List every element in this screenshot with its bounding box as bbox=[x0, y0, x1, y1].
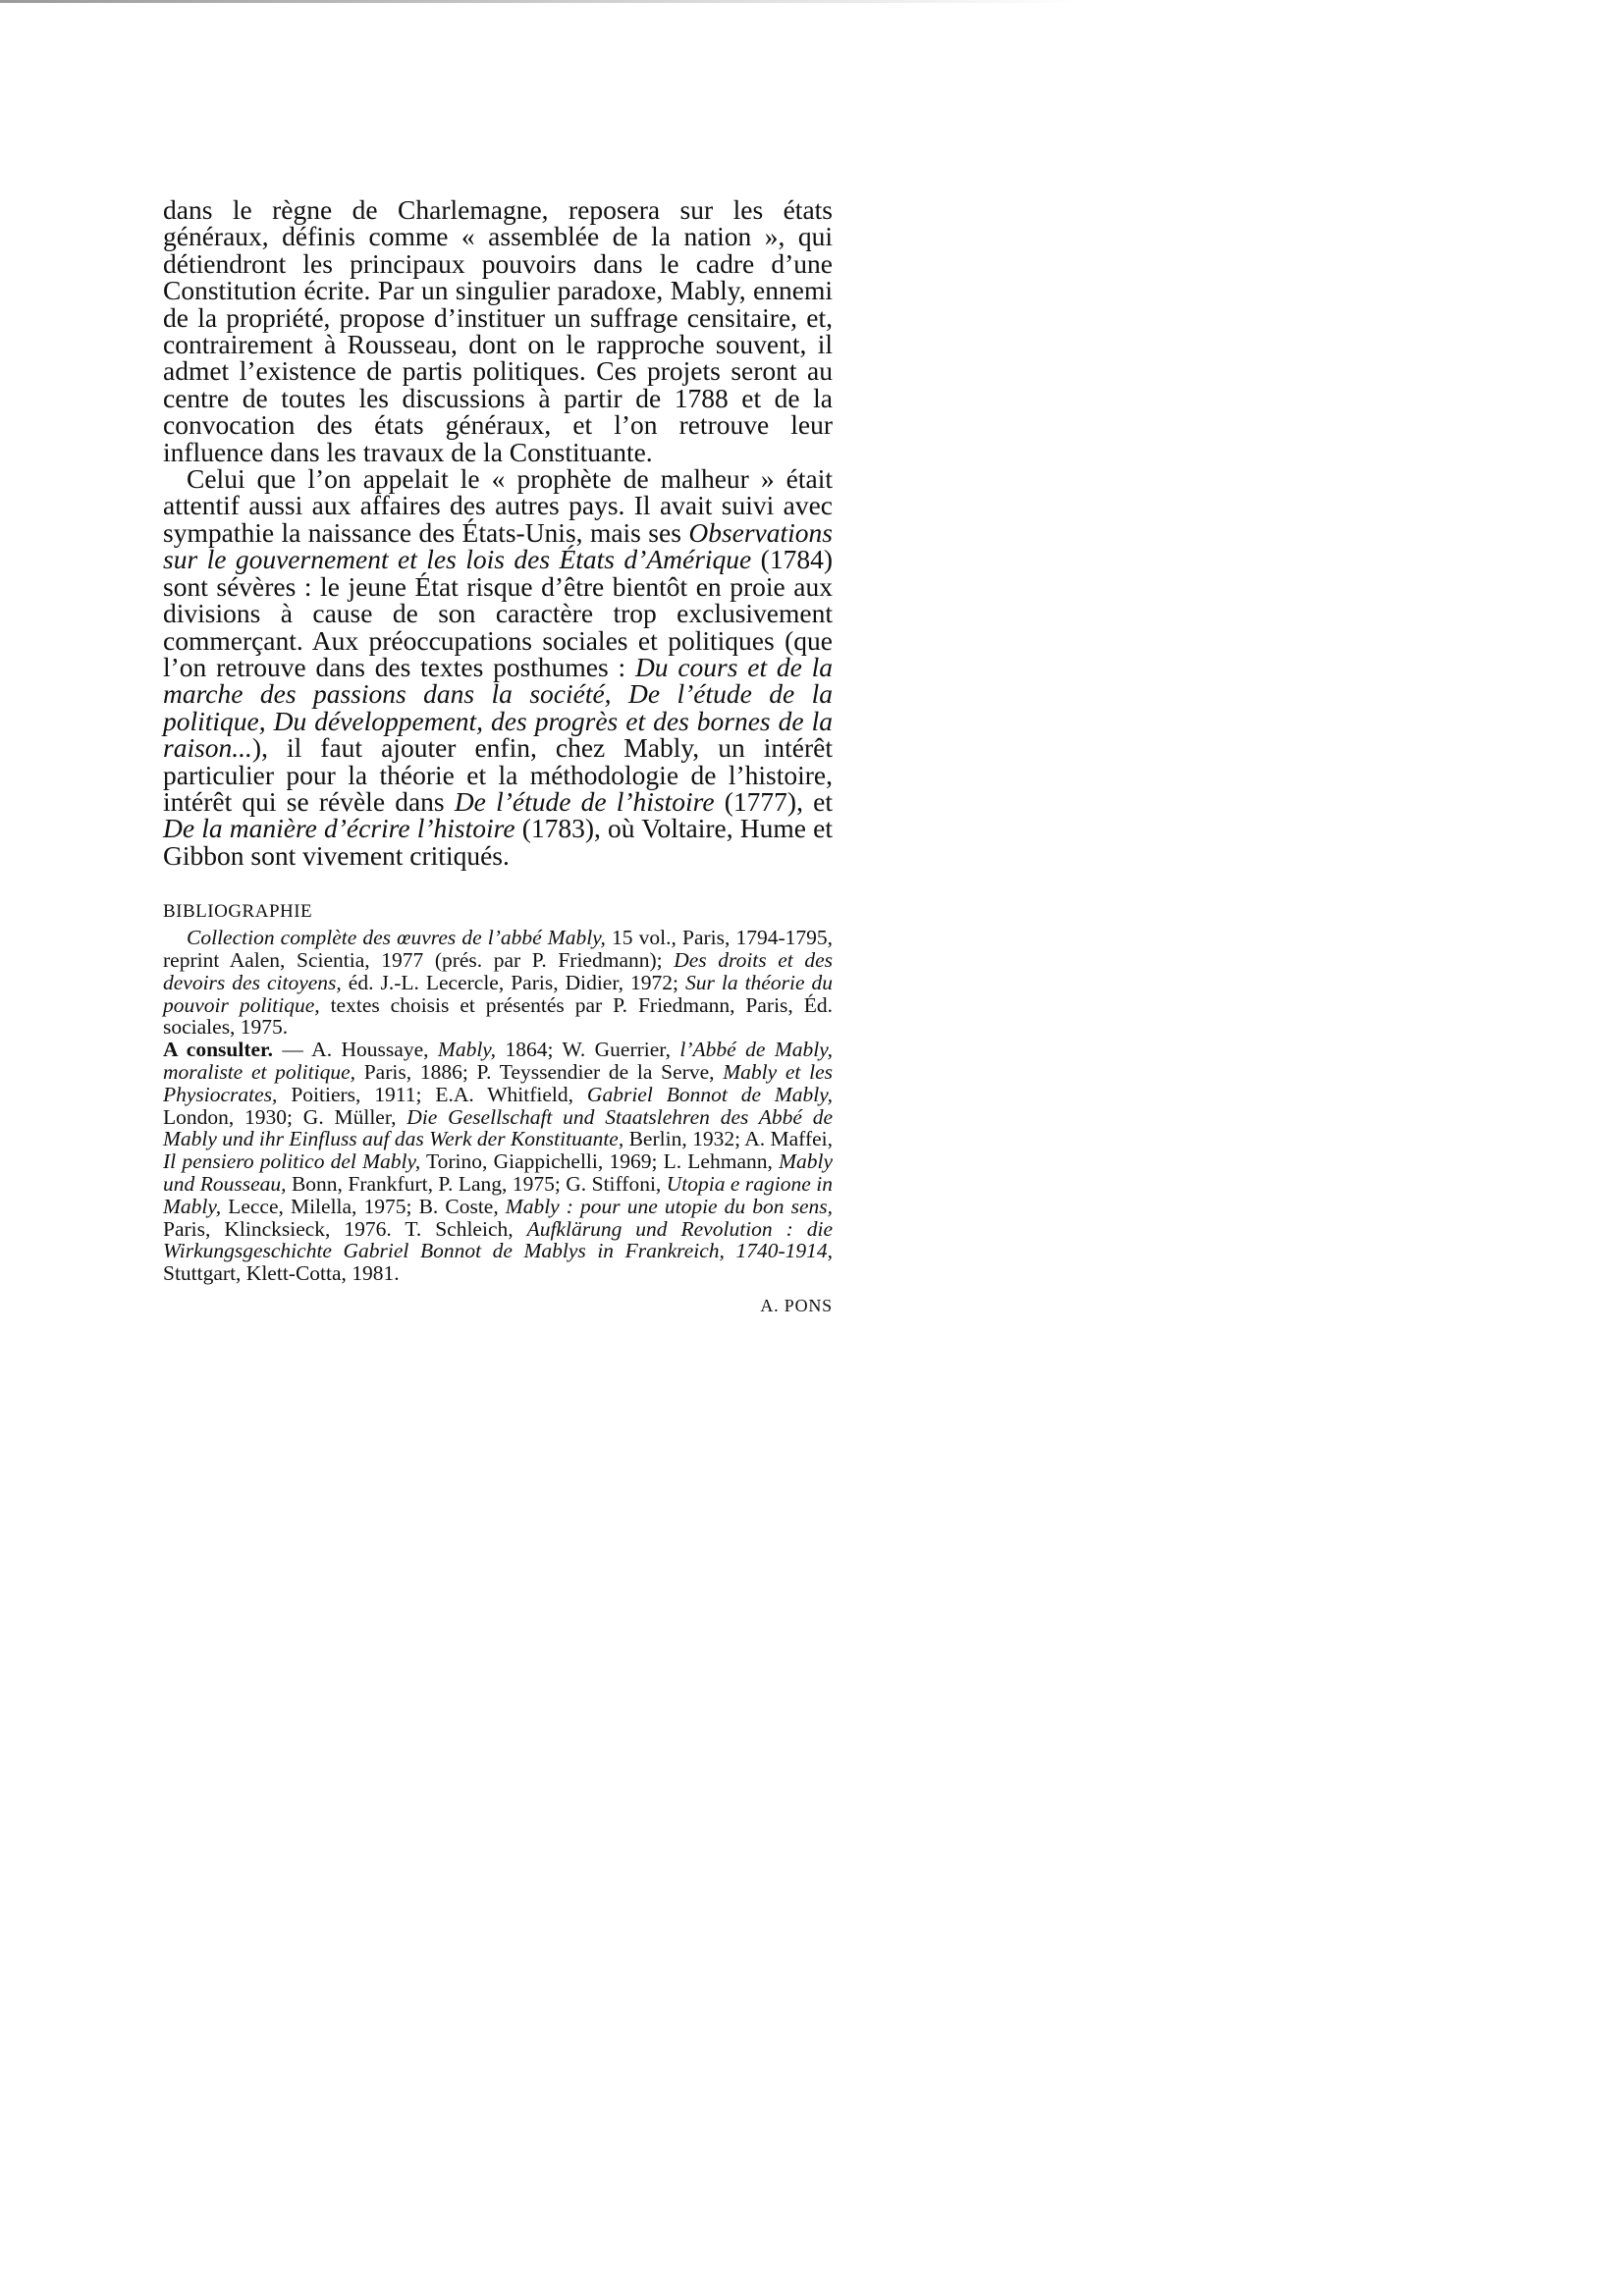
italic-title-run: Mably, bbox=[437, 1038, 497, 1062]
text-run: (1783), où Voltaire, Hume et Gibbon sont vivement critiqués. bbox=[163, 813, 833, 871]
text-run: London, 1930; G. Müller, bbox=[163, 1104, 407, 1129]
text-run: 1864; W. Guerrier, bbox=[496, 1038, 680, 1062]
italic-title-run: Mably und Rousseau, bbox=[163, 1149, 833, 1196]
text-run: Berlin, 1932; A. Maffei, bbox=[623, 1127, 834, 1151]
italic-title-run: Gabriel Bonnot de Mably, bbox=[586, 1082, 833, 1106]
text-run: Lecce, Milella, 1975; B. Coste, bbox=[221, 1194, 506, 1218]
italic-title-run: Die Gesellschaft und Staatslehren des Abbé de Mably und ihr Einfluss auf das Werk der Konstituante, bbox=[163, 1104, 833, 1151]
text-run: dans le règne de Charlemagne, reposera sur les états généraux, définis comme « assemblée de la nation », qui détiendront les principaux pouvoirs dans le cadre d’une Constitution écrite. Par un singulier paradoxe, Mably, ennemi de la propriété, propose d’instituer un suffrage censitaire, et, contrairement à Rousseau, dont on le rapproche souvent, il admet l’existence de partis politiques. Ces projets seront au centre de toutes les discussions à partir de 1788 et de la convocation des états généraux, et l’on retrouve leur influence dans les travaux de la Constituante. bbox=[163, 194, 833, 467]
text-run: éd. J.-L. Lecercle, Paris, Didier, 1972; bbox=[341, 970, 685, 994]
text-run: (1777), et bbox=[714, 785, 833, 817]
text-run: textes choisis et présentés par P. Friedmann, Paris, Éd. sociales, 1975. bbox=[163, 992, 833, 1040]
italic-title-run: Aufklärung und Revolution : die Wirkungsgeschichte Gabriel Bonnot de Mablys in Frankreich, 1740-1914, bbox=[163, 1216, 833, 1263]
bibliography-heading: BIBLIOGRAPHIE bbox=[163, 901, 313, 923]
text-run: ), il faut ajouter enfin, chez Mably, un intérêt particulier pour la théorie et la méthodologie de l’histoire, intérêt qui se révèle dans bbox=[163, 732, 833, 817]
text-run: (1784) sont sévères : le jeune État risque d’être bientôt en proie aux divisions à cause de son caractère trop exclusivement commerçant. Aux préoccupations sociales et politiques (que l’on retrouve dans des textes posthumes : bbox=[163, 544, 833, 682]
italic-title-run: Des droits et des devoirs des citoyens, bbox=[163, 947, 833, 994]
text-run: — A. Houssaye, bbox=[272, 1038, 438, 1062]
italic-title-run: Il pensiero politico del Mably, bbox=[163, 1149, 421, 1174]
consult-label: A consulter. bbox=[163, 1038, 273, 1062]
text-run: Torino, Giappichelli, 1969; L. Lehmann, bbox=[420, 1149, 780, 1174]
italic-title-run: Sur la théorie du pouvoir politique, bbox=[163, 970, 833, 1017]
italic-title-run: Collection complète des œuvres de l’abbé Mably, bbox=[187, 926, 606, 950]
italic-title-run: Observations sur le gouvernement et les lois des États d’Amérique bbox=[163, 516, 833, 575]
text-run: 15 vol., Paris, 1794-1795, reprint Aalen, Scientia, 1977 (prés. par P. Friedmann); bbox=[163, 926, 834, 972]
body-paragraph-2 bbox=[163, 465, 833, 869]
author-signature: A. PONS bbox=[760, 1295, 833, 1315]
italic-title-run: Utopia e ragione in Mably, bbox=[163, 1171, 833, 1218]
consult-references bbox=[163, 1038, 833, 1285]
italic-title-run: De la manière d’écrire l’histoire bbox=[163, 813, 515, 844]
text-run: Celui que l’on appelait le « prophète de malheur » était attentif aussi aux affaires des autres pays. Il avait suivi avec sympathie la naissance des États-Unis, mais ses bbox=[163, 463, 833, 548]
bibliography-consult bbox=[163, 1039, 833, 1285]
text-run: Poitiers, 1911; E.A. Whitfield, bbox=[277, 1082, 587, 1106]
italic-title-run: Mably et les Physiocrates, bbox=[163, 1059, 833, 1106]
italic-title-run: De l’étude de l’histoire bbox=[454, 785, 715, 817]
italic-title-run: Du cours et de la marche des passions dans la société, De l’étude de la politique, Du développement, des progrès et des bornes de la raison... bbox=[163, 651, 834, 764]
italic-title-run: Mably : pour une utopie du bon sens, bbox=[505, 1194, 833, 1218]
text-run: Paris, Klincksieck, 1976. T. Schleich, bbox=[163, 1216, 527, 1241]
bibliography-works bbox=[163, 927, 833, 1039]
body-paragraph-1 bbox=[163, 196, 833, 465]
text-run: Paris, 1886; P. Teyssendier de la Serve, bbox=[355, 1059, 724, 1084]
text-column bbox=[163, 196, 833, 1316]
italic-title-run: l’Abbé de Mably, moraliste et politique, bbox=[163, 1038, 833, 1084]
scan-edge-artifact bbox=[0, 0, 1080, 3]
text-run: Stuttgart, Klett-Cotta, 1981. bbox=[163, 1261, 400, 1286]
text-run: Bonn, Frankfurt, P. Lang, 1975; G. Stiffoni, bbox=[286, 1171, 667, 1196]
